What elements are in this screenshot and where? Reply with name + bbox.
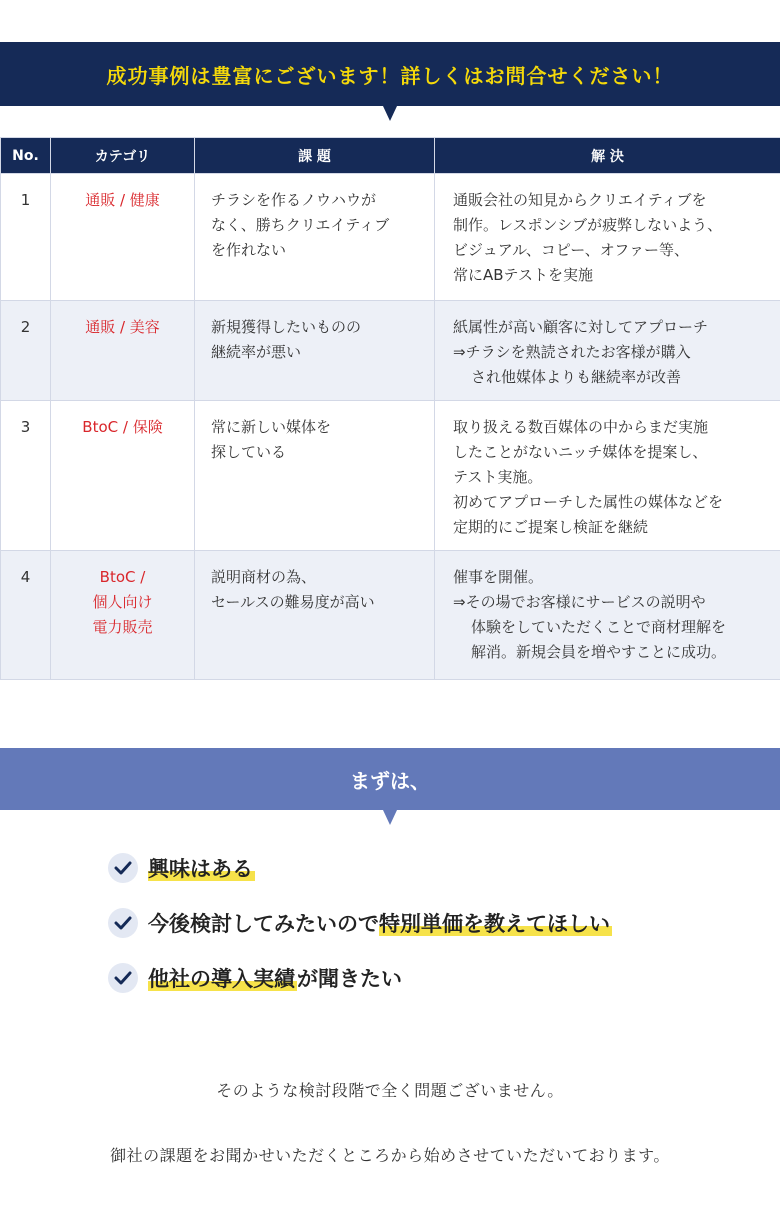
checklist	[108, 850, 612, 1015]
check-icon	[108, 963, 138, 993]
header-category: カテゴリ	[51, 138, 195, 174]
table-row	[1, 401, 780, 551]
list-item	[108, 850, 612, 886]
checklist-plain: が聞きたい	[297, 967, 402, 991]
issue-line: チラシを作るノウハウが	[211, 191, 377, 209]
checklist-highlight: 他社の導入実績	[148, 967, 295, 991]
check-icon	[108, 853, 138, 883]
header-no: No.	[1, 138, 51, 174]
closing-line-2: 御社の課題をお聞かせいただくところから始めさせていただいております。	[110, 1146, 670, 1165]
consultation-banner	[0, 748, 780, 810]
category-line: BtoC / 保険	[82, 418, 163, 436]
solution-line: ⇒その場でお客様にサービスの説明や	[453, 593, 706, 611]
solution-line: 常にABテストを実施	[453, 266, 593, 284]
table-row	[1, 301, 780, 401]
row-category	[51, 401, 195, 551]
row-issue	[195, 301, 435, 401]
issue-line: 説明商材の為、	[211, 568, 317, 586]
header-issue: 課 題	[195, 138, 435, 174]
table-header-row	[1, 138, 780, 174]
issue-line: 継続率が悪い	[211, 343, 302, 361]
category-line: 通販 / 健康	[85, 191, 160, 209]
issue-line: セールスの難易度が高い	[211, 593, 375, 611]
row-number: 2	[1, 301, 51, 401]
checklist-highlight: 特別単価を教えてほしい	[379, 912, 610, 936]
solution-line: 通販会社の知見からクリエイティブを	[453, 191, 707, 209]
table-row	[1, 174, 780, 301]
solution-line: 初めてアプローチした属性の媒体などを	[453, 493, 724, 511]
row-category	[51, 174, 195, 301]
row-solution	[435, 401, 780, 551]
checklist-text	[148, 853, 255, 883]
case-table	[0, 137, 780, 680]
category-line: 通販 / 美容	[85, 318, 160, 336]
closing-line-1: そのような検討段階で全く問題ございません。	[216, 1081, 564, 1100]
solution-line: され他媒体よりも継続率が改善	[471, 368, 682, 386]
row-number: 1	[1, 174, 51, 301]
row-solution	[435, 174, 780, 301]
row-issue	[195, 401, 435, 551]
section2-pointer	[383, 810, 397, 825]
consultation-banner-title: まずは、	[350, 768, 430, 793]
row-solution	[435, 551, 780, 680]
checklist-highlight: 興味はある	[148, 857, 253, 881]
checklist-plain: 今後検討してみたいので	[148, 912, 379, 936]
solution-line: 定期的にご提案し検証を継続	[453, 518, 649, 536]
solution-line: ビジュアル、コピー、オファー等、	[453, 241, 689, 259]
check-icon	[108, 908, 138, 938]
solution-line: テスト実施。	[453, 468, 543, 486]
banner-pointer	[383, 106, 397, 121]
row-number: 3	[1, 401, 51, 551]
issue-line: を作れない	[211, 241, 287, 259]
row-number: 4	[1, 551, 51, 680]
issue-line: 新規獲得したいものの	[211, 318, 362, 336]
issue-line: 常に新しい媒体を	[211, 418, 332, 436]
row-issue	[195, 174, 435, 301]
solution-line: 制作。レスポンシブが疲弊しないよう、	[453, 216, 723, 234]
solution-line: したことがないニッチ媒体を提案し、	[453, 443, 708, 461]
issue-line: なく、勝ちクリエイティブ	[211, 216, 390, 234]
header-solution: 解 決	[435, 138, 780, 174]
row-category	[51, 301, 195, 401]
solution-line: 紙属性が高い顧客に対してアプローチ	[453, 318, 709, 336]
table-row	[1, 551, 780, 680]
cases-banner	[0, 42, 780, 106]
solution-line: 体験をしていただくことで商材理解を	[471, 618, 727, 636]
row-category	[51, 551, 195, 680]
cases-banner-title: 成功事例は豊富にございます！詳しくはお問合せください！	[106, 63, 674, 88]
row-solution	[435, 301, 780, 401]
issue-line: 探している	[211, 443, 287, 461]
row-issue	[195, 551, 435, 680]
checklist-text	[148, 908, 612, 938]
list-item	[108, 960, 612, 996]
category-line: 個人向け	[92, 593, 153, 611]
category-line: 電力販売	[92, 618, 153, 636]
checklist-text	[148, 963, 402, 993]
solution-line: 取り扱える数百媒体の中からまだ実施	[453, 418, 709, 436]
solution-line: 解消。新規会員を増やすことに成功。	[471, 643, 727, 661]
solution-line: ⇒チラシを熟読されたお客様が購入	[453, 343, 691, 361]
solution-line: 催事を開催。	[453, 568, 544, 586]
list-item	[108, 905, 612, 941]
category-line: BtoC /	[99, 568, 146, 586]
